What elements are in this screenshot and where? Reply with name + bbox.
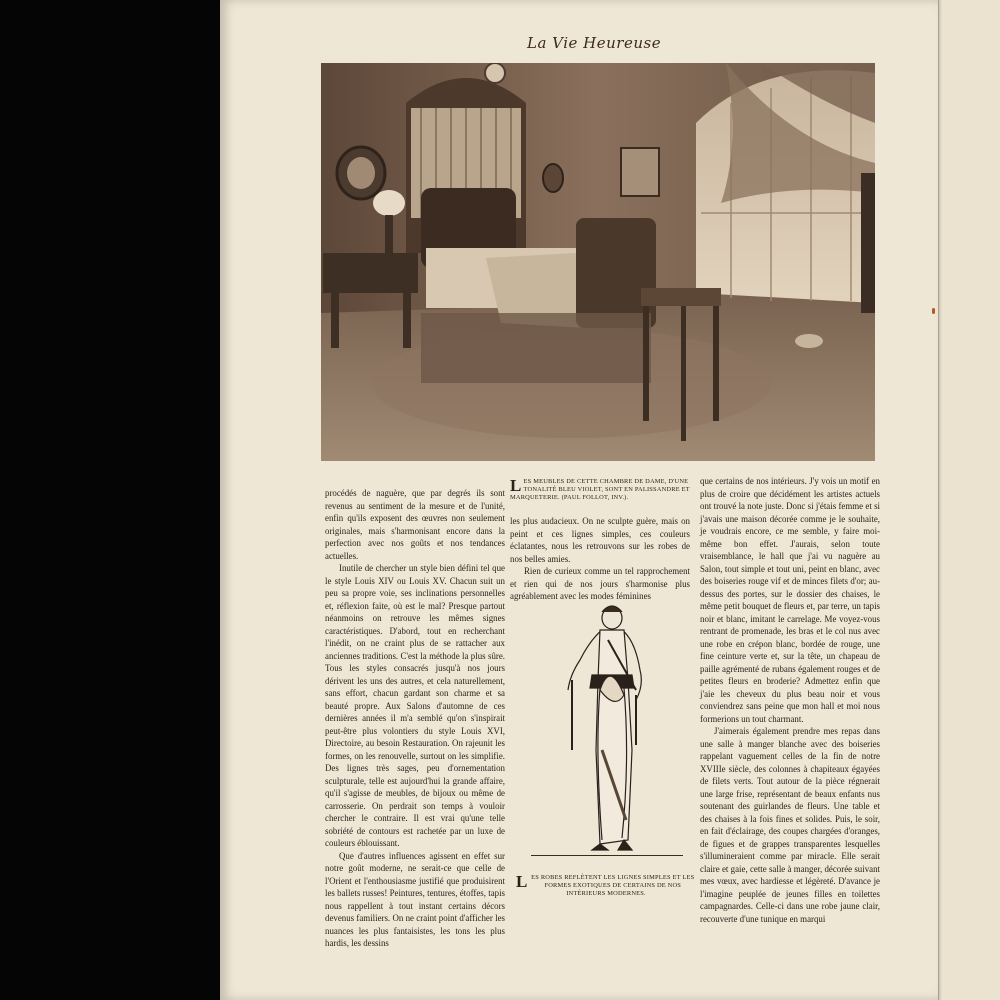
paragraph: les plus audacieux. On ne sculpte guère, mais on peint et ces lignes simples, ces couleurs éclatantes, nous les retrouvons sur les robes de nos belles amies. xyxy=(510,516,690,564)
fashion-illustration xyxy=(540,600,670,860)
paragraph: procédés de naguère, que par degrés ils sont revenus au sentiment de la mesure et de l'unité, enfin qu'ils exposent des œuvres non seulement originales, mais s'harmonisant encore dans la perfection avec nos goûts et nos tendances actuelles. xyxy=(325,488,505,561)
caption-text: ES ROBES REFLÈTENT LES LIGNES SIMPLES ET LES FORMES EXOTIQUES DE CERTAINS DE NOS INTÉRIEURS MODERNES. xyxy=(531,874,695,897)
paragraph: J'aimerais également prendre mes repas dans une salle à manger blanche avec des boiseries rappelant vaguement celles de la fin de notre XVIIIe siècle, des colonnes à chapiteaux égayées de filets verts. Tout autour de la pièce régnerait une large frise, représentant de beaux enfants nus soutenant des guirlandes de fleurs. Une table et des chaises à la fois fines et solides. Puis, le soir, en fait d'éclairage, des coupes chargées d'oranges, de figues et de grappes transparentes lesquelles s'illumineraient comme par miracle. Elle serait claire et gaie, cette salle à manger, décorée suivant mes vœux, avec hardiesse et légèreté. D'avance je l'imagine peuplée de jeunes filles en toilettes campagnardes. Celle-ci dans une robe jaune clair, recouverte d'une tunique en marqui xyxy=(700,726,880,924)
paragraph: que certains de nos intérieurs. J'y vois un motif en plus de croire que décidément les artistes actuels ont trouvé la note juste. Donc si j'étais femme et si j'avais une maison décorée comme je le souhaite, je voudrais encore, ce me semble, y faire moi-même bon effet. J'aurais, selon toute vraisemblance, le hall que j'ai vu naguère au Salon, tout simple et tout uni, peint en blanc, avec des boiseries rouge vif et de minces filets d'or; au-dessus des portes, sur le dossier des chaises, le même petit bouquet de fleurs et, par terre, un tapis noir et blanc, imitant le carrelage. Me voyez-vous rentrant de promenade, les bras et le col nus avec une robe en crépon blanc, bordée de rouge, une fine ceinture verte et, sur la tête, un chapeau de paille agrémenté de rubans également rouges et de petites fleurs en broderie? Admettez enfin que j'aie les cheveux du plus beau noir et vous conviendrez sans peine que mon hall et moi nous formerions un tout charmant. xyxy=(700,476,880,724)
caption-dropcap: L xyxy=(516,872,528,891)
next-page-edge xyxy=(938,0,1000,1000)
paragraph: Inutile de chercher un style bien défini tel que le style Louis XIV ou Louis XV. Chacun suit un peu sa propre voie, ses inclinations personnelles et, réflexion faite, où est le mal? Presque partout néanmoins on retrouve les mêmes signes caractéristiques. D'abord, tout en recherchant l'inédit, on ne craint plus de se rattacher aux anciennes traditions. C'est la méthode la plus sûre. Tous les styles consacrés jusqu'à nos jours dérivent les uns des autres, et cela naturellement, sans effort, chacun gardant son charme et sa beauté propre. Aux Salons d'automne de ces dernières années il m'a semblé qu'on s'inspirait peut-être plus volontiers du style Louis XVI, Directoire, au besoin Restauration. On rajeunit les formes, on les renouvelle, surtout on les simplifie. Des lignes très sages, peu d'ornementation sculpturale, telle est aujourd'hui la grande affaire, qu'il s'agisse de meubles, de bijoux ou même de carrosserie. On perdrait son temps à vouloir chercher le contraire. Il est vrai qu'une telle sobriété de contours est rachetée par un luxe de couleurs éblouissant. xyxy=(325,563,505,848)
text-column-3 xyxy=(700,475,880,925)
caption-dropcap: L xyxy=(510,476,522,495)
photo-caption xyxy=(510,478,690,502)
text-column-1 xyxy=(325,487,505,950)
bedroom-photo xyxy=(321,63,875,461)
illustration-caption xyxy=(516,874,696,898)
caption-text: ES MEUBLES DE CETTE CHAMBRE DE DAME, D'UNE TONALITÉ BLEU VIOLET, SONT EN PALISSANDRE ET MARQUETERIE. (PAUL FOLLOT, INV.). xyxy=(510,478,690,501)
paragraph: Rien de curieux comme un tel rapprochement et rien qui de nos jours s'harmonise plus agréablement avec les modes féminines xyxy=(510,566,690,601)
masthead-title: La Vie Heureuse xyxy=(527,34,662,52)
illustration-ground-line xyxy=(531,855,683,856)
text-column-2 xyxy=(510,515,690,603)
paragraph: Que d'autres influences agissent en effet sur notre goût moderne, ne serait-ce que celle de l'Orient et l'enthousiasme justifié que produisirent les ballets russes! Peintures, tentures, étoffes, tapis nous rappellent à tout instant certains décors devenus familiers. On ne craint point d'afficher les nuances les plus fantaisistes, les tons les plus hardis, les dessins xyxy=(325,850,505,948)
paper-stain xyxy=(932,308,935,314)
